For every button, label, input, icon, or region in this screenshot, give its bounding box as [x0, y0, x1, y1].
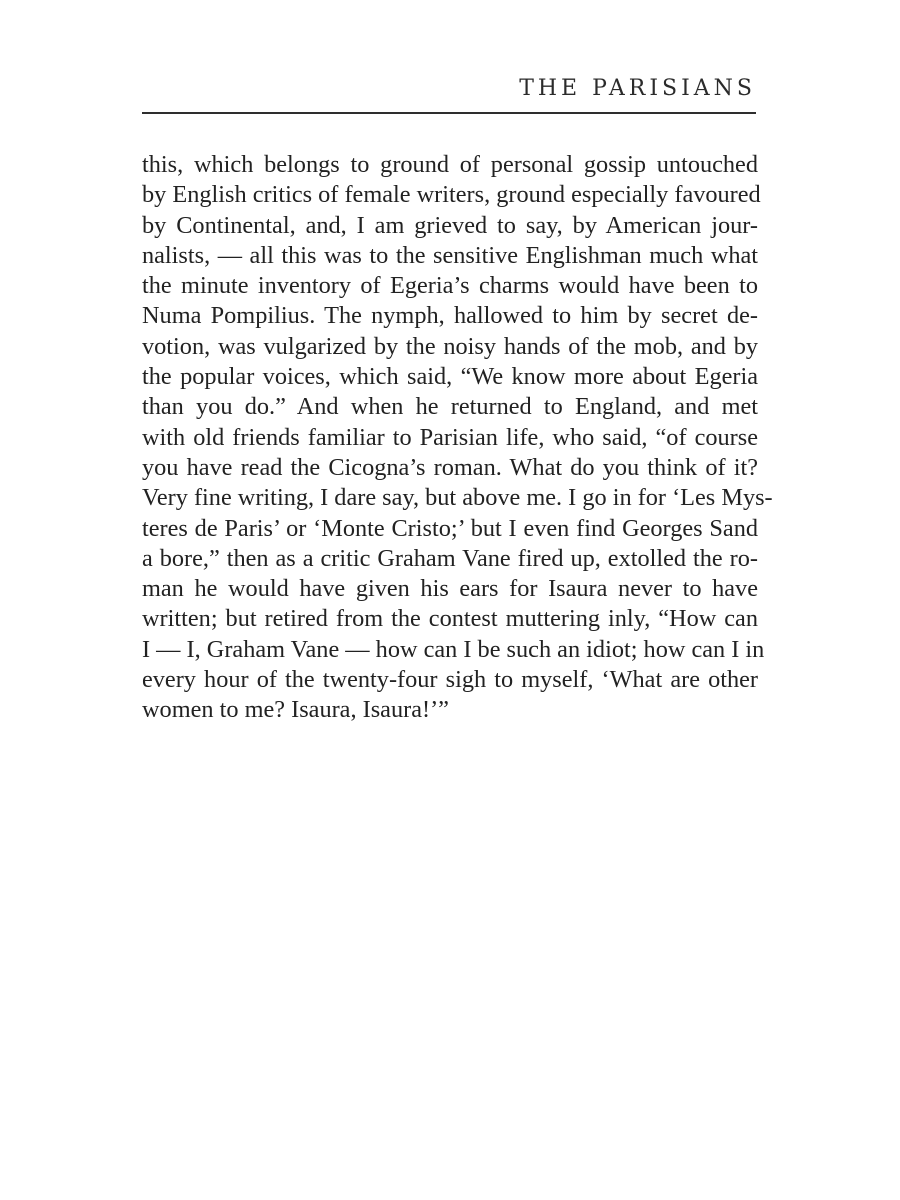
text-line: written; but retired from the contest muttering inly, “How can	[142, 605, 758, 633]
text-line: the popular voices, which said, “We know more about Egeria	[142, 363, 758, 391]
text-line: a bore,” then as a critic Graham Vane fired up, extolled the ro-	[142, 544, 758, 572]
text-line: by Continental, and, I am grieved to say, by American jour-	[142, 211, 758, 239]
text-line: you have read the Cicogna’s roman. What do you think of it?	[142, 453, 758, 481]
text-line: teres de Paris’ or ‘Monte Cristo;’ but I even find Georges Sand	[142, 514, 758, 542]
text-line: by English critics of female writers, ground especially favoured	[142, 181, 761, 209]
running-title: THE PARISIANS	[519, 76, 756, 101]
text-line: Numa Pompilius. The nymph, hallowed to him by secret de-	[142, 302, 758, 330]
text-line: every hour of the twenty-four sigh to myself, ‘What are other	[142, 666, 758, 694]
text-line: than you do.” And when he returned to England, and met	[142, 393, 758, 421]
header-rule	[142, 112, 756, 114]
text-line: this, which belongs to ground of personal gossip untouched	[142, 151, 758, 178]
text-line: the minute inventory of Egeria’s charms would have been to	[142, 272, 758, 300]
text-line: women to me? Isaura, Isaura!’”	[142, 696, 449, 724]
text-line: I — I, Graham Vane — how can I be such an idiot; how can I in	[142, 635, 765, 663]
text-line: Very fine writing, I dare say, but above me. I go in for ‘Les Mys-	[142, 484, 773, 512]
text-line: nalists, — all this was to the sensitive Englishman much what	[142, 241, 758, 269]
body-paragraph	[142, 150, 773, 726]
running-head	[142, 74, 756, 106]
text-line: man he would have given his ears for Isaura never to have	[142, 575, 758, 603]
text-line: votion, was vulgarized by the noisy hands of the mob, and by	[142, 332, 758, 360]
text-line: with old friends familiar to Parisian life, who said, “of course	[142, 423, 758, 451]
